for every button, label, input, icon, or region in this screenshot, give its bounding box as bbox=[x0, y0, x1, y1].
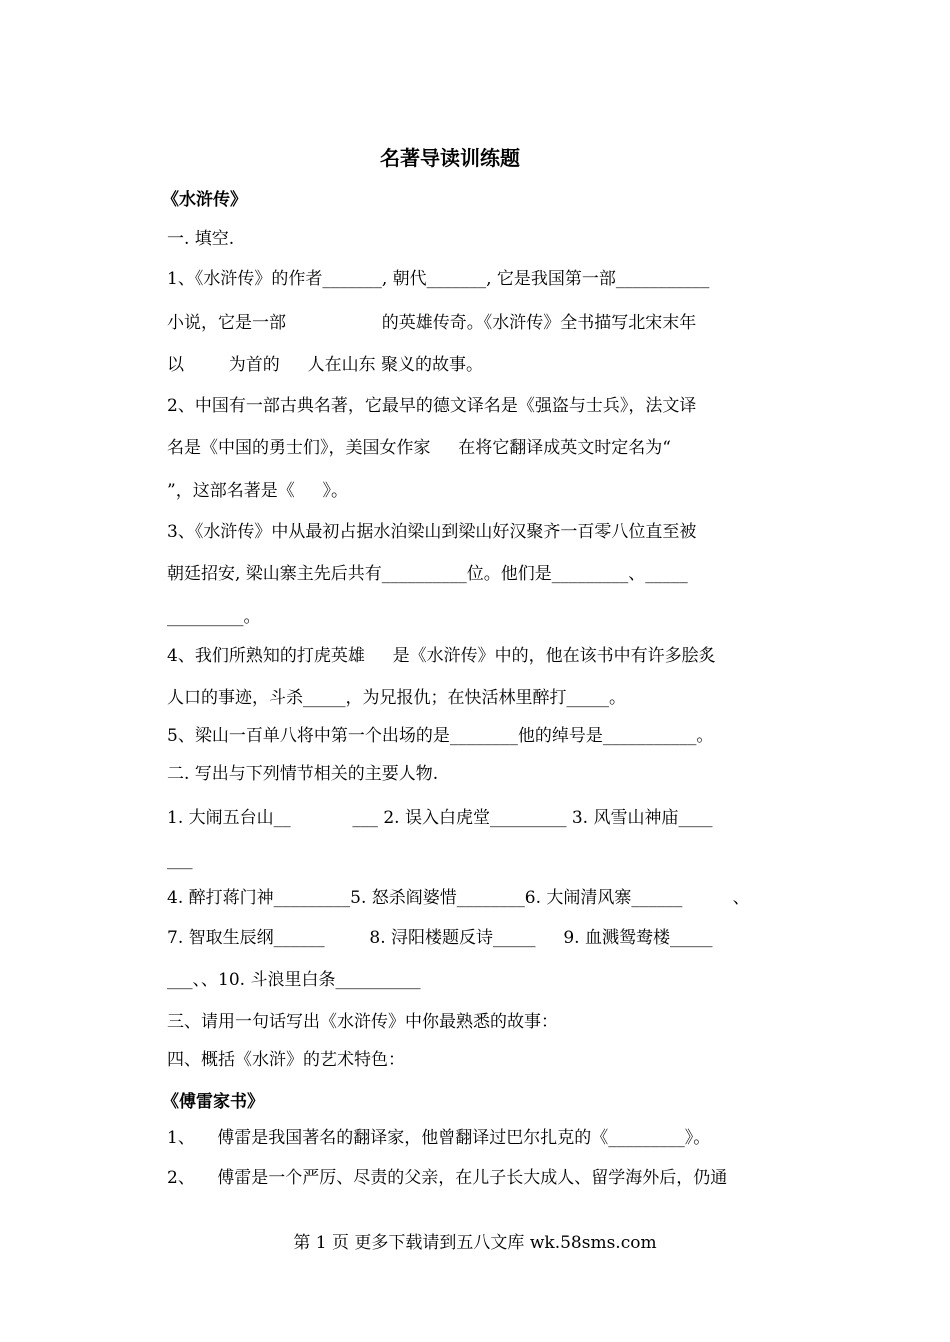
text-line: _________。 bbox=[167, 607, 261, 627]
text-line: 4. 醉打蒋门神_________5. 怒杀阎婆惜________6. 大闹清风寨______ 、 bbox=[167, 888, 750, 908]
text-line: 朝廷招安, 梁山寨主先后共有__________位。他们是_________、_____ bbox=[167, 564, 688, 584]
text-line: 7. 智取生辰纲______ 8. 浔阳楼题反诗_____ 9. 血溅鸳鸯楼_____ bbox=[167, 928, 713, 948]
text-line: 1、《水浒传》的作者_______, 朝代_______, 它是我国第一部___________ bbox=[167, 269, 710, 289]
text-line: 三、请用一句话写出《水浒传》中你最熟悉的故事： bbox=[167, 1012, 558, 1032]
section-heading-shuihu: 《水浒传》 bbox=[162, 190, 247, 210]
text-line: 一. 填空. bbox=[167, 229, 235, 249]
text-line: 人口的事迹，斗杀_____，为兄报仇；在快活林里醉打_____。 bbox=[167, 688, 626, 708]
text-line: ”，这部名著是《 》。 bbox=[167, 481, 348, 501]
text-line: 名是《中国的勇士们》，美国女作家 在将它翻译成英文时定名为“ bbox=[167, 438, 671, 458]
text-line: 2、 傅雷是一个严厉、尽责的父亲，在儿子长大成人、留学海外后，仍通 bbox=[167, 1168, 728, 1188]
page-footer: 第 1 页 更多下载请到五八文库 wk.58sms.com bbox=[293, 1233, 657, 1253]
text-line: 5、梁山一百单八将中第一个出场的是________他的绰号是___________。 bbox=[167, 726, 714, 746]
text-line: 以 为首的 人在山东 聚义的故事。 bbox=[167, 355, 484, 375]
text-line: 2、中国有一部古典名著，它最早的德文译名是《强盗与士兵》，法文译 bbox=[167, 396, 697, 416]
text-line: ___、、10. 斗浪里白条__________ bbox=[167, 970, 421, 990]
text-line: 1. 大闹五台山__ ___ 2. 误入白虎堂_________ 3. 风雪山神庙____ bbox=[167, 808, 713, 828]
text-line: 二. 写出与下列情节相关的主要人物. bbox=[167, 764, 439, 784]
page-title: 名著导读训练题 bbox=[380, 146, 520, 170]
text-line: 小说，它是一部 的英雄传奇。《水浒传》全书描写北宋末年 bbox=[167, 313, 697, 333]
text-line: 1、 傅雷是我国著名的翻译家，他曾翻译过巴尔扎克的《_________》。 bbox=[167, 1128, 711, 1148]
text-line: 4、我们所熟知的打虎英雄 是《水浒传》中的，他在该书中有许多脍炙 bbox=[167, 646, 716, 666]
text-line: 3、《水浒传》中从最初占据水泊梁山到梁山好汉聚齐一百零八位直至被 bbox=[167, 522, 697, 542]
text-line: 四、概括《水浒》的艺术特色： bbox=[167, 1050, 405, 1070]
section-heading-fulei: 《傅雷家书》 bbox=[162, 1092, 264, 1112]
text-line: ___ bbox=[167, 850, 193, 870]
